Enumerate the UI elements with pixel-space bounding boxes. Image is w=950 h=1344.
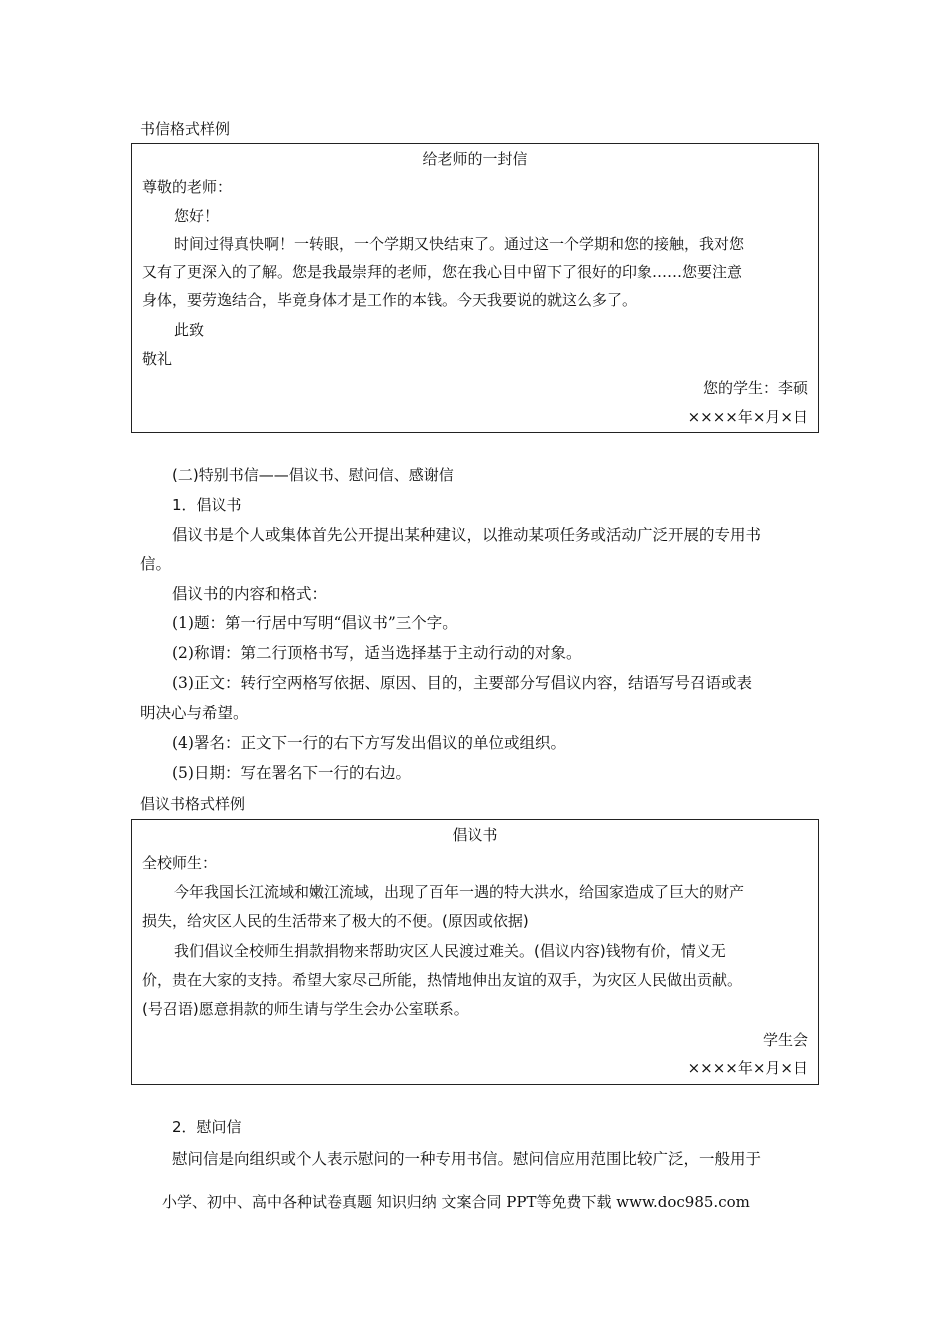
subheading-condolence: 2．慰问信 — [172, 1118, 242, 1136]
letter-salutation: 尊敬的老师： — [142, 178, 233, 196]
proposal-body-line: 我们倡议全校师生捐款捐物来帮助灾区人民渡过难关。(倡议内容)钱物有价，情义无 — [174, 942, 726, 960]
paragraph-line: 慰问信是向组织或个人表示慰问的一种专用书信。慰问信应用范围比较广泛，一般用于 — [172, 1150, 762, 1168]
proposal-body-line: 今年我国长江流域和嫩江流域，出现了百年一遇的特大洪水，给国家造成了巨大的财产 — [174, 883, 745, 901]
letter-greeting: 您好！ — [174, 207, 220, 225]
proposal-body-line: 损失，给灾区人民的生活带来了极大的不便。(原因或依据) — [142, 912, 529, 930]
letter-sample-box — [131, 143, 819, 433]
section-heading-letter-sample: 书信格式样例 — [140, 120, 231, 138]
section-heading-proposal-sample: 倡议书格式样例 — [140, 795, 246, 813]
paragraph-line: 倡议书是个人或集体首先公开提出某种建议，以推动某项任务或活动广泛开展的专用书 — [172, 526, 762, 544]
format-item: (1)题：第一行居中写明“倡议书”三个字。 — [172, 614, 458, 632]
proposal-sample-box — [131, 819, 819, 1085]
format-item: (2)称谓：第二行顶格书写，适当选择基于主动行动的对象。 — [172, 644, 582, 662]
paragraph-line: 信。 — [140, 555, 172, 573]
format-intro: 倡议书的内容和格式： — [172, 585, 328, 603]
proposal-signature: 学生会 — [762, 1031, 808, 1049]
proposal-body-line: 价，贵在大家的支持。希望大家尽己所能，热情地伸出友谊的双手，为灾区人民做出贡献。 — [142, 971, 743, 989]
format-item-continuation: 明决心与希望。 — [140, 704, 249, 722]
proposal-date: ××××年×月×日 — [687, 1059, 808, 1077]
proposal-salutation: 全校师生： — [142, 854, 218, 872]
format-item: (3)正文：转行空两格写依据、原因、目的，主要部分写倡议内容，结语写号召语或表 — [172, 674, 752, 692]
subheading-proposal: 1．倡议书 — [172, 496, 242, 514]
section-heading-special-letters: (二)特别书信——倡议书、慰问信、感谢信 — [172, 466, 454, 484]
letter-closing-2: 敬礼 — [142, 350, 173, 368]
letter-date: ××××年×月×日 — [687, 408, 808, 426]
proposal-body-line: (号召语)愿意捐款的师生请与学生会办公室联系。 — [142, 1000, 469, 1018]
letter-body-line: 时间过得真快啊！一转眼，一个学期又快结束了。通过这一个学期和您的接触，我对您 — [174, 235, 745, 253]
proposal-title: 倡议书 — [452, 826, 498, 844]
format-item: (4)署名：正文下一行的右下方写发出倡议的单位或组织。 — [172, 734, 566, 752]
letter-title: 给老师的一封信 — [422, 150, 528, 168]
letter-signature: 您的学生：李硕 — [702, 379, 808, 397]
letter-body-line: 身体，要劳逸结合，毕竟身体才是工作的本钱。今天我要说的就这么多了。 — [142, 291, 638, 309]
format-item: (5)日期：写在署名下一行的右边。 — [172, 764, 411, 782]
page-footer: 小学、初中、高中各种试卷真题 知识归纳 文案合同 PPT等免费下载 www.doc985.com — [162, 1193, 750, 1211]
letter-body-line: 又有了更深入的了解。您是我最崇拜的老师，您在我心目中留下了很好的印象……您要注意 — [142, 263, 743, 281]
letter-closing-1: 此致 — [174, 321, 205, 339]
